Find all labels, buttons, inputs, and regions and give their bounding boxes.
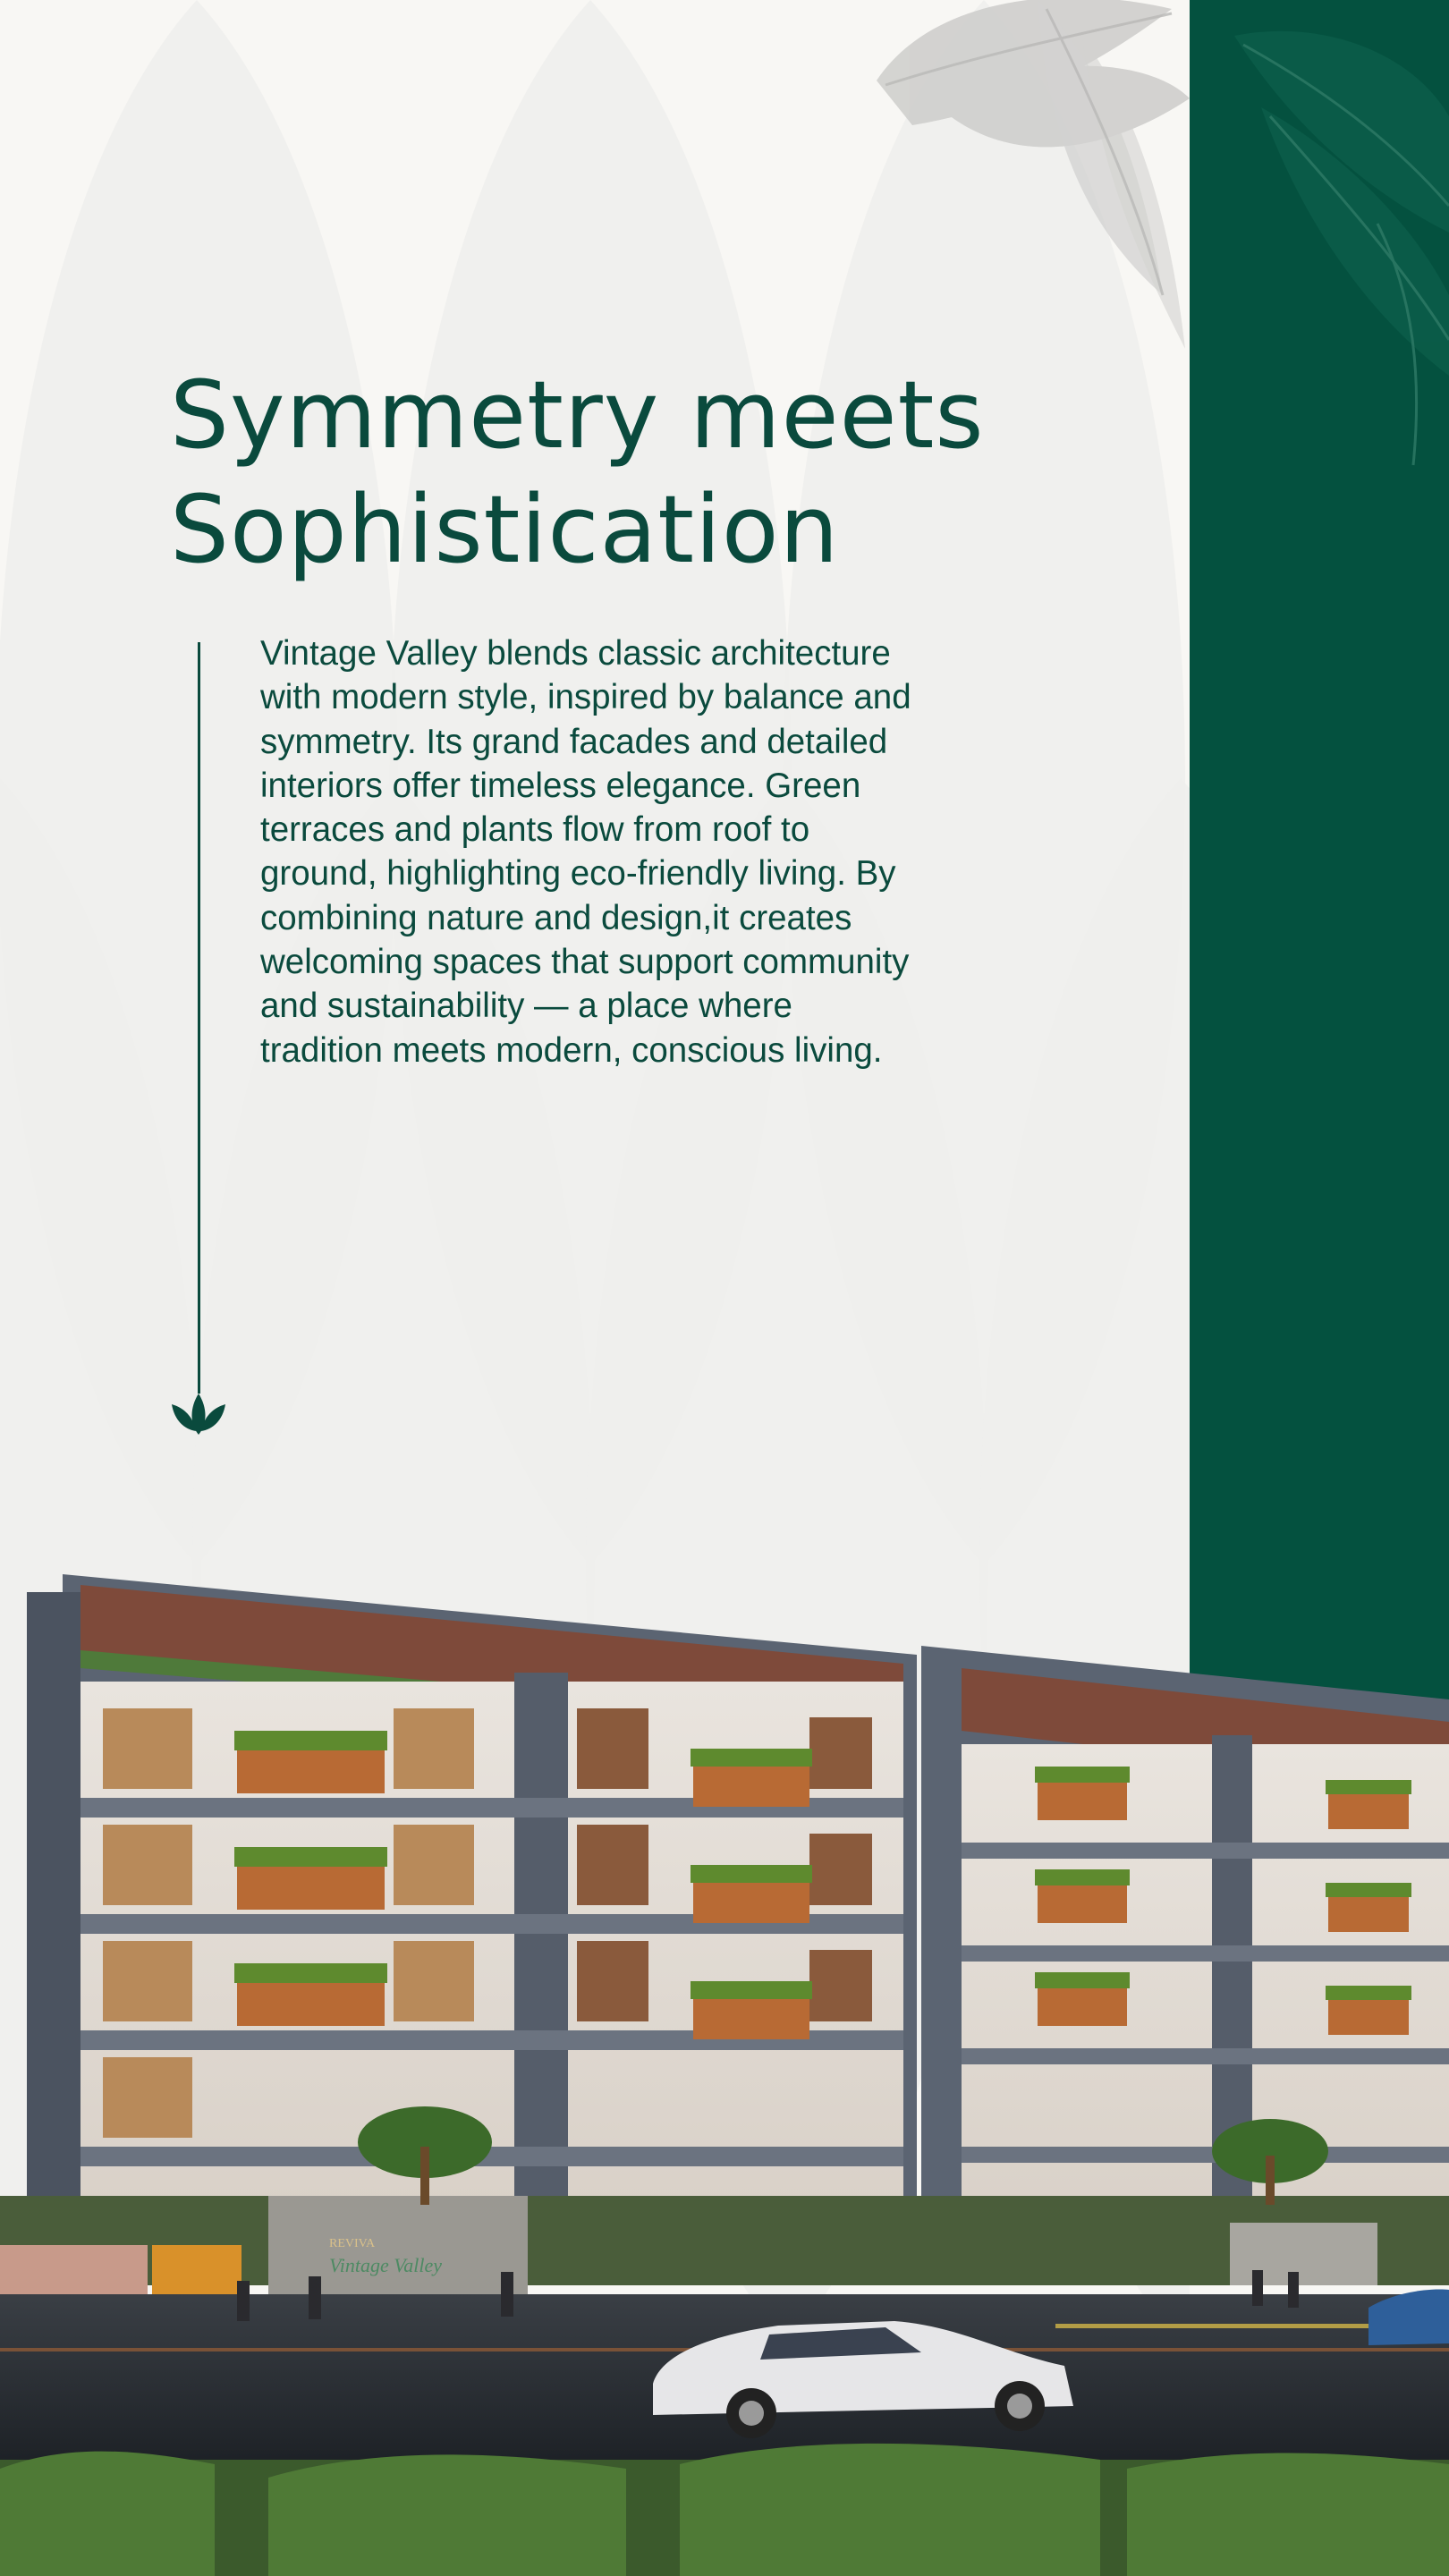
signage-project-name: Vintage Valley xyxy=(329,2254,443,2276)
description-line: welcoming spaces that support community xyxy=(260,943,910,982)
description-line: symmetry. Its grand facades and detailed xyxy=(260,722,888,761)
signage-brand: REVIVA xyxy=(329,2237,376,2250)
description-line: combining nature and design,it creates xyxy=(260,898,852,937)
project-description xyxy=(260,631,1065,1072)
title-line-1: Symmetry meets xyxy=(170,360,985,470)
description-line: interiors offer timeless elegance. Green xyxy=(260,766,861,805)
description-line: terraces and plants flow from roof to xyxy=(260,810,810,850)
title-line-2: Sophistication xyxy=(170,475,840,584)
page-title xyxy=(170,358,1109,587)
description-line: ground, highlighting eco-friendly living. By xyxy=(260,854,896,894)
description-line: with modern style, inspired by balance and xyxy=(260,678,911,717)
description-line: and sustainability — a place where xyxy=(260,987,792,1026)
accent-divider-line xyxy=(198,642,200,1394)
building-render-image xyxy=(0,1565,1449,2576)
description-line: tradition meets modern, conscious living. xyxy=(260,1030,883,1070)
sprout-icon xyxy=(170,1388,227,1435)
description-line: Vintage Valley blends classic architecture xyxy=(260,634,891,673)
